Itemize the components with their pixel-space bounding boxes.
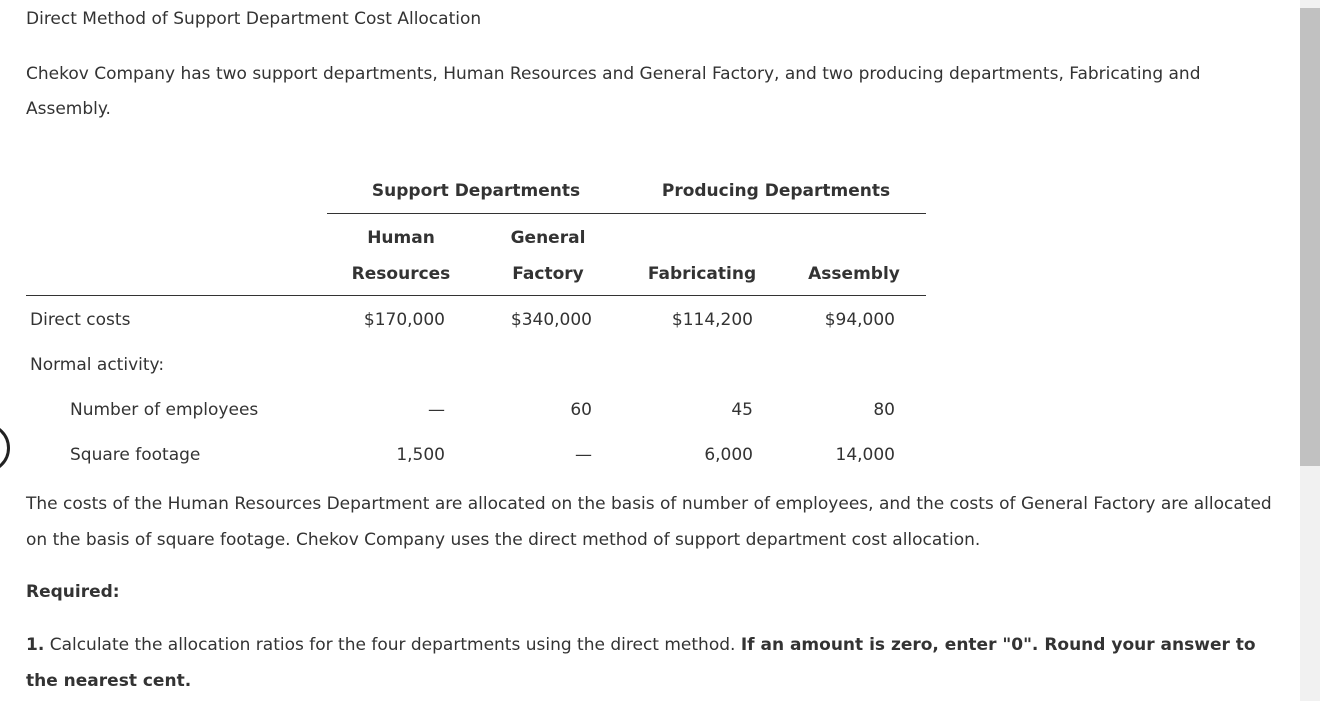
column-header-line1: Human	[367, 228, 435, 248]
cell-direct-costs-hr: $170,000	[363, 310, 445, 330]
column-header-assembly: Assembly	[808, 264, 900, 284]
cell-employees-hr: —	[428, 400, 445, 420]
column-header-rule	[26, 295, 926, 296]
cell-direct-costs-asm: $94,000	[824, 310, 895, 330]
producing-departments-header: Producing Departments	[661, 181, 891, 201]
column-header-line2: Factory	[512, 264, 584, 284]
column-header-line2: Resources	[351, 264, 451, 284]
column-header-general-factory	[478, 220, 618, 292]
support-departments-header: Support Departments	[371, 181, 581, 201]
question-instruction: If an amount is zero, enter "0". Round your answer to the nearest cent.	[26, 635, 1256, 691]
cell-direct-costs-fab: $114,200	[671, 310, 753, 330]
scrollbar-thumb[interactable]	[1300, 8, 1320, 466]
cell-employees-gf: 60	[570, 400, 592, 420]
cell-employees-fab: 45	[731, 400, 753, 420]
page-title: Direct Method of Support Department Cost Allocation	[26, 9, 482, 29]
column-header-fabricating: Fabricating	[647, 264, 757, 284]
cell-sqft-asm: 14,000	[835, 445, 895, 465]
group-header-rule	[327, 213, 926, 214]
column-header-human-resources	[331, 220, 471, 292]
required-heading: Required:	[26, 582, 120, 602]
question-1	[26, 627, 1284, 699]
intro-paragraph: Chekov Company has two support departments, Human Resources and General Factory, and two producing departments, Fabricating and Assembly.	[26, 64, 1201, 119]
row-label-square-footage: Square footage	[70, 445, 201, 465]
cell-direct-costs-gf: $340,000	[510, 310, 592, 330]
question-number: 1.	[26, 635, 45, 655]
row-label-normal-activity: Normal activity:	[30, 355, 165, 375]
cell-sqft-gf: —	[575, 445, 592, 465]
vertical-scrollbar[interactable]	[1300, 0, 1320, 701]
question-text: Calculate the allocation ratios for the four departments using the direct method.	[44, 635, 741, 655]
column-header-line1: General	[510, 228, 586, 248]
cell-sqft-hr: 1,500	[396, 445, 445, 465]
partial-circle-icon	[0, 423, 10, 473]
cell-sqft-fab: 6,000	[704, 445, 753, 465]
cost-data-table	[26, 170, 926, 470]
cell-employees-asm: 80	[873, 400, 895, 420]
row-label-direct-costs: Direct costs	[30, 310, 131, 330]
allocation-basis-paragraph: The costs of the Human Resources Department are allocated on the basis of number of employees, and the costs of General Factory are allocated on the basis of square footage. Chekov Company uses the direct method of support department cost allocation.	[26, 494, 1272, 550]
row-label-number-of-employees: Number of employees	[70, 400, 259, 420]
